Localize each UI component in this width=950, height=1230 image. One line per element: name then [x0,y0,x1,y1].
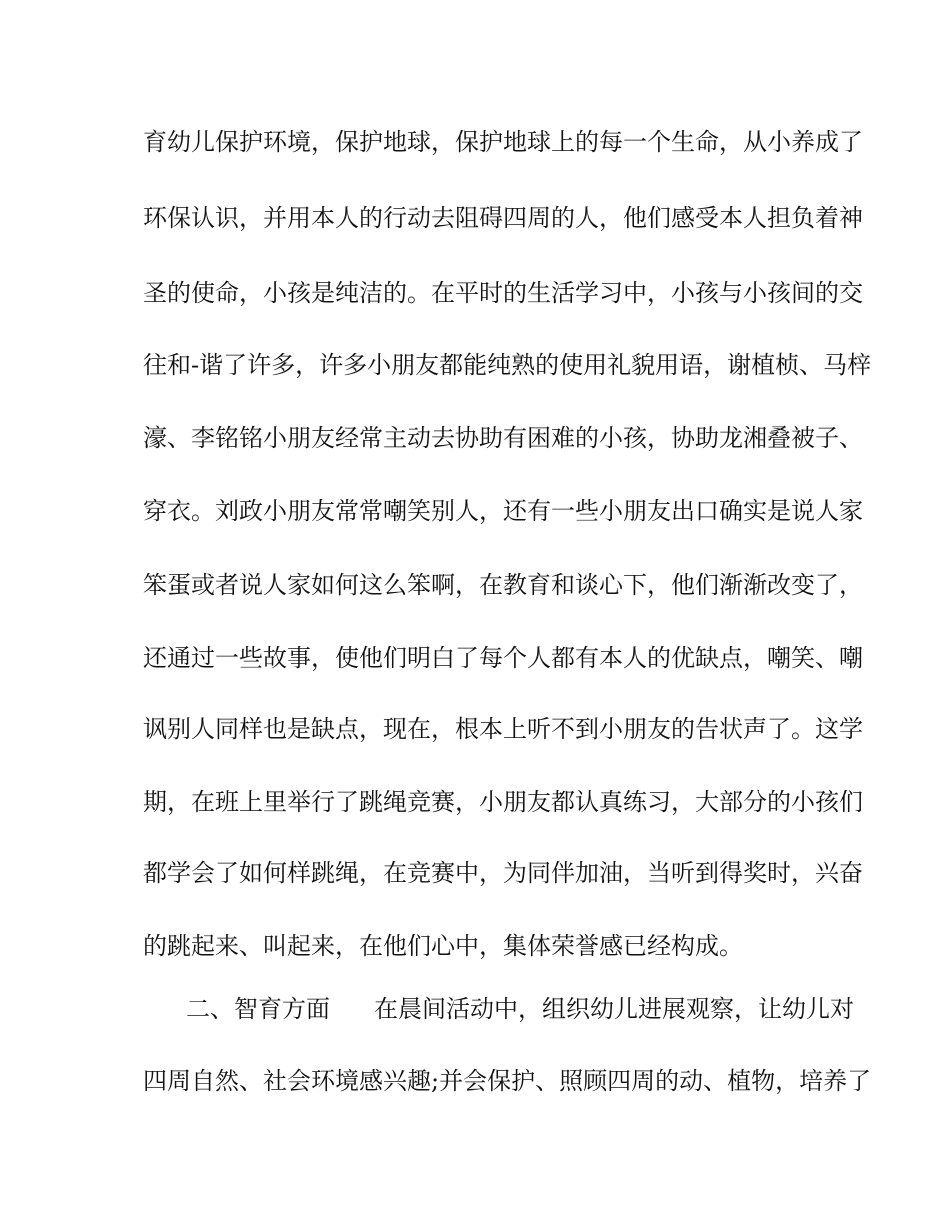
body-text-line: 育幼儿保护环境，保护地球，保护地球上的每一个生命，从小养成了 [143,128,863,156]
body-text-line: 往和-谐了许多，许多小朋友都能纯熟的使用礼貌用语，谢植桢、马梓 [143,351,872,379]
body-text-line: 都学会了如何样跳绳，在竞赛中，为同伴加油，当听到得奖时，兴奋 [143,859,863,887]
body-text-line: 讽别人同样也是缺点，现在，根本上听不到小朋友的告状声了。这学 [143,715,863,743]
section-text-line: 四周自然、社会环境感兴趣;并会保护、照顾四周的动、植物，培养了 [143,1067,872,1095]
body-text-line: 圣的使命，小孩是纯洁的。在平时的生活学习中，小孩与小孩间的交 [143,279,863,307]
body-text-line: 期，在班上里举行了跳绳竞赛，小朋友都认真练习，大部分的小孩们 [143,788,863,816]
body-text-line: 笨蛋或者说人家如何这么笨啊，在教育和谈心下，他们渐渐改变了， [143,571,863,599]
body-text-line: 穿衣。刘政小朋友常常嘲笑别人，还有一些小朋友出口确实是说人家 [143,497,863,525]
body-text-line: 的跳起来、叫起来，在他们心中，集体荣誉感已经构成。 [143,932,743,960]
section-heading: 二、智育方面 [186,995,330,1023]
section-text-line: 在晨间活动中，组织幼儿进展观察，让幼儿对 [374,995,854,1023]
body-text-line: 还通过一些故事，使他们明白了每个人都有本人的优缺点，嘲笑、嘲 [143,644,863,672]
section-paragraph-start [186,994,854,1024]
body-text-line: 环保认识，并用本人的行动去阻碍四周的人，他们感受本人担负着神 [143,204,863,232]
body-text-line: 濠、李铭铭小朋友经常主动去协助有困难的小孩，协助龙湘叠被子、 [143,424,863,452]
